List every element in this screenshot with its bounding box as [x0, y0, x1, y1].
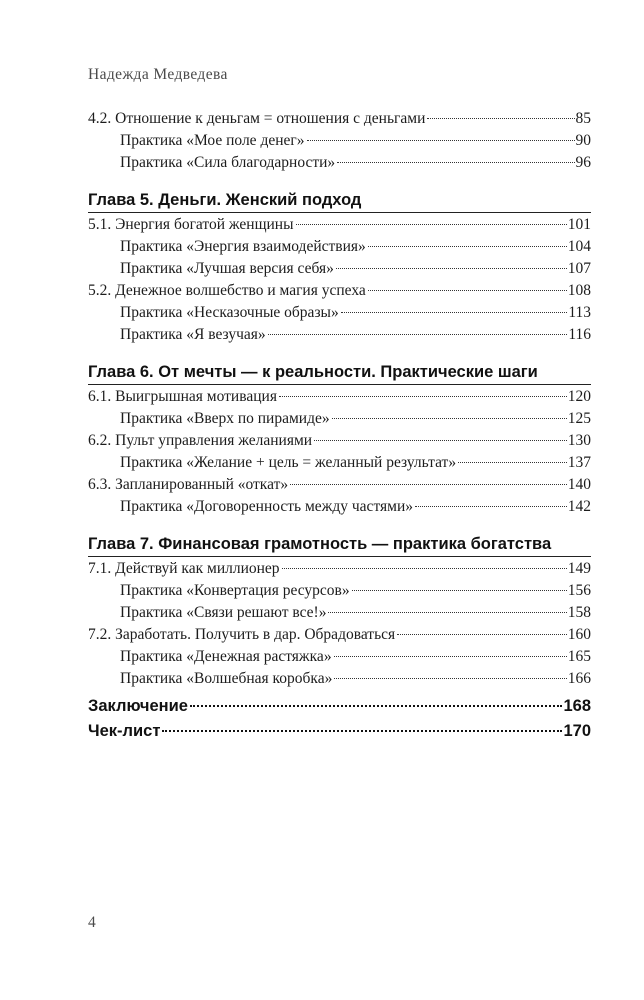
dot-leader [397, 634, 567, 635]
toc-entry-page: 96 [575, 154, 591, 171]
toc-entry-title: Практика «Я везучая» [120, 326, 266, 343]
dot-leader [334, 678, 566, 679]
table-of-contents [88, 108, 591, 744]
dot-leader [334, 656, 567, 657]
toc-entry-title: Практика «Вверх по пирамиде» [120, 410, 330, 427]
toc-entry-page: 140 [567, 476, 591, 493]
toc-section-entry [88, 386, 591, 408]
toc-practice-entry [88, 236, 591, 258]
toc-practice-entry [88, 580, 591, 602]
toc-entry-title: 5.1. Энергия богатой женщины [88, 216, 294, 233]
toc-closing-entry [88, 694, 591, 719]
toc-entry-page: 104 [567, 238, 591, 255]
toc-entry-page: 142 [567, 498, 591, 515]
toc-entry-page: 125 [567, 410, 591, 427]
toc-section-entry [88, 558, 591, 580]
toc-entry-title: 4.2. Отношение к деньгам = отношения с деньгами [88, 110, 426, 127]
toc-section-entry [88, 108, 591, 130]
toc-entry-title: Практика «Сила благодарности» [120, 154, 336, 171]
toc-practice-entry [88, 496, 591, 518]
toc-section-entry [88, 474, 591, 496]
chapter-divider [88, 384, 591, 385]
toc-entry-title: Практика «Энергия взаимодействия» [120, 238, 366, 255]
dot-leader [368, 246, 567, 247]
dot-leader [328, 612, 566, 613]
toc-entry-page: 130 [567, 432, 591, 449]
toc-entry-page: 156 [567, 582, 591, 599]
toc-practice-entry [88, 408, 591, 430]
toc-practice-entry [88, 668, 591, 690]
toc-entry-title: Практика «Желание + цель = желанный результат» [120, 454, 457, 471]
toc-entry-page: 158 [567, 604, 591, 621]
toc-practice-entry [88, 130, 591, 152]
chapter-heading: Глава 5. Деньги. Женский подход [88, 191, 362, 209]
chapter-heading: Глава 7. Финансовая грамотность — практика богатства [88, 535, 552, 553]
toc-practice-entry [88, 302, 591, 324]
dot-leader [314, 440, 567, 441]
toc-entry-page: 101 [567, 216, 591, 233]
dot-leader [341, 312, 568, 313]
toc-entry-title: Заключение [88, 697, 188, 715]
toc-entry-title: Практика «Конвертация ресурсов» [120, 582, 350, 599]
toc-entry-title: Практика «Связи решают все!» [120, 604, 327, 621]
toc-entry-title: 7.2. Заработать. Получить в дар. Обрадоваться [88, 626, 396, 643]
toc-entry-page: 170 [563, 722, 591, 740]
toc-entry-page: 116 [568, 326, 591, 343]
toc-entry-page: 160 [567, 626, 591, 643]
dot-leader [337, 162, 574, 163]
toc-entry-title: 5.2. Денежное волшебство и магия успеха [88, 282, 366, 299]
dot-leader [458, 462, 567, 463]
toc-entry-title: 7.1. Действуй как миллионер [88, 560, 280, 577]
dot-leader [190, 705, 563, 707]
toc-entry-page: 149 [567, 560, 591, 577]
toc-section-entry [88, 280, 591, 302]
running-header-author: Надежда Медведева [88, 66, 228, 83]
toc-entry-page: 166 [567, 670, 591, 687]
toc-entry-title: Практика «Денежная растяжка» [120, 648, 332, 665]
dot-leader [162, 730, 562, 732]
dot-leader [427, 118, 574, 119]
dot-leader [336, 268, 567, 269]
dot-leader [279, 396, 567, 397]
toc-practice-entry [88, 152, 591, 174]
dot-leader [290, 484, 567, 485]
dot-leader [415, 506, 567, 507]
toc-entry-title: Практика «Лучшая версия себя» [120, 260, 334, 277]
dot-leader [282, 568, 567, 569]
chapter-divider [88, 556, 591, 557]
page-number: 4 [88, 914, 96, 931]
dot-leader [296, 224, 567, 225]
toc-entry-page: 113 [568, 304, 591, 321]
toc-entry-title: Практика «Договоренность между частями» [120, 498, 413, 515]
toc-entry-title: 6.3. Запланированный «откат» [88, 476, 289, 493]
toc-entry-page: 107 [567, 260, 591, 277]
toc-closing-entry [88, 719, 591, 744]
toc-section-entry [88, 624, 591, 646]
toc-section-entry [88, 214, 591, 236]
toc-entry-title: Практика «Несказочные образы» [120, 304, 339, 321]
toc-entry-page: 108 [567, 282, 591, 299]
chapter-heading: Глава 6. От мечты — к реальности. Практические шаги [88, 363, 538, 381]
toc-entry-page: 165 [567, 648, 591, 665]
toc-entry-title: 6.2. Пульт управления желаниями [88, 432, 313, 449]
toc-practice-entry [88, 646, 591, 668]
toc-entry-page: 85 [575, 110, 591, 127]
dot-leader [332, 418, 567, 419]
toc-section-entry [88, 430, 591, 452]
toc-entry-title: Практика «Мое поле денег» [120, 132, 305, 149]
toc-entry-title: 6.1. Выигрышная мотивация [88, 388, 277, 405]
toc-entry-page: 90 [575, 132, 591, 149]
toc-practice-entry [88, 452, 591, 474]
toc-entry-title: Чек-лист [88, 722, 161, 740]
toc-entry-page: 137 [567, 454, 591, 471]
toc-entry-page: 168 [563, 697, 591, 715]
toc-entry-page: 120 [567, 388, 591, 405]
dot-leader [352, 590, 567, 591]
dot-leader [368, 290, 567, 291]
toc-entry-title: Практика «Волшебная коробка» [120, 670, 333, 687]
toc-practice-entry [88, 602, 591, 624]
toc-practice-entry [88, 258, 591, 280]
dot-leader [268, 334, 568, 335]
dot-leader [307, 140, 575, 141]
chapter-divider [88, 212, 591, 213]
toc-practice-entry [88, 324, 591, 346]
